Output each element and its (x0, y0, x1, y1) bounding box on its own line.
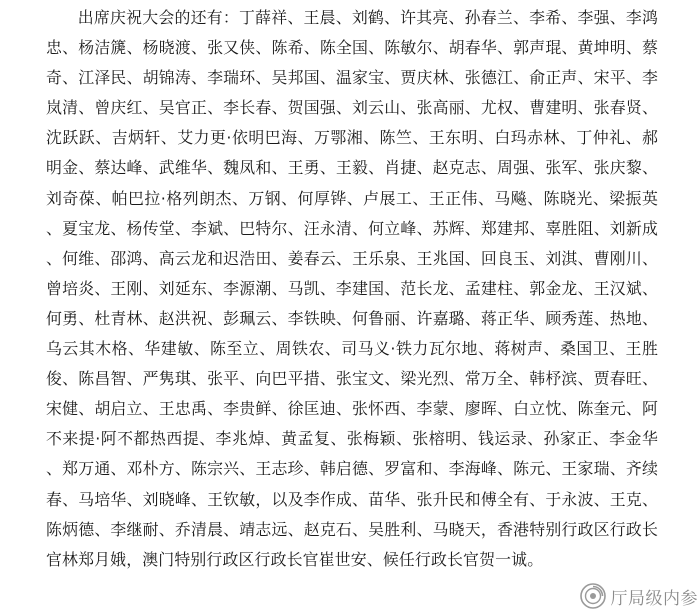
attendee-list-paragraph: 出席庆祝大会的还有：丁薛祥、王晨、刘鹤、许其亮、孙春兰、李希、李强、李鸿忠、杨洁篪、杨晓渡、张又侠、陈希、陈全国、陈敏尔、胡春华、郭声琨、黄坤明、蔡奇、江泽民、胡锦涛、李瑞环、吴邦国、温家宝、贾庆林、张德江、俞正声、宋平、李岚清、曾庆红、吴官正、李长春、贺国强、刘云山、张高丽、尤权、曹建明、张春贤、沈跃跃、吉炳轩、艾力更·依明巴海、万鄂湘、陈竺、王东明、白玛赤林、丁仲礼、郝明金、蔡达峰、武维华、魏凤和、王勇、王毅、肖捷、赵克志、周强、张军、张庆黎、刘奇葆、帕巴拉·格列朗杰、万钢、何厚铧、卢展工、王正伟、马飚、陈晓光、梁振英、夏宝龙、杨传堂、李斌、巴特尔、汪永清、何立峰、苏辉、郑建邦、辜胜阻、刘新成、何维、邵鸿、高云龙和迟浩田、姜春云、王乐泉、王兆国、回良玉、刘淇、曹刚川、曾培炎、王刚、刘延东、李源潮、马凯、李建国、范长龙、孟建柱、郭金龙、王汉斌、何勇、杜青林、赵洪祝、彭珮云、李铁映、何鲁丽、许嘉璐、蒋正华、顾秀莲、热地、乌云其木格、华建敏、陈至立、周铁农、司马义·铁力瓦尔地、蒋树声、桑国卫、王胜俊、陈昌智、严隽琪、张平、向巴平措、张宝文、梁光烈、常万全、韩杼滨、贾春旺、宋健、胡启立、王忠禹、李贵鲜、徐匡迪、张怀西、李蒙、廖晖、白立忱、陈奎元、阿不来提·阿不都热西提、李兆焯、黄孟复、张梅颖、张榕明、钱运录、孙家正、李金华、郑万通、邓朴方、陈宗兴、王志珍、韩启德、罗富和、李海峰、陈元、王家瑞、齐续春、马培华、刘晓峰、王钦敏，以及李作成、苗华、张升民和傅全有、于永波、王克、陈炳德、李继耐、乔清晨、靖志远、赵克石、吴胜利、马晓天，香港特别行政区行政长官林郑月娥，澳门特别行政区行政长官崔世安、候任行政长官贺一诚。 (46, 8, 658, 569)
source-watermark (573, 582, 700, 610)
wechat-channel-icon (579, 582, 607, 610)
article-body (46, 3, 658, 616)
watermark-text: 厅局级内参 (610, 588, 698, 609)
